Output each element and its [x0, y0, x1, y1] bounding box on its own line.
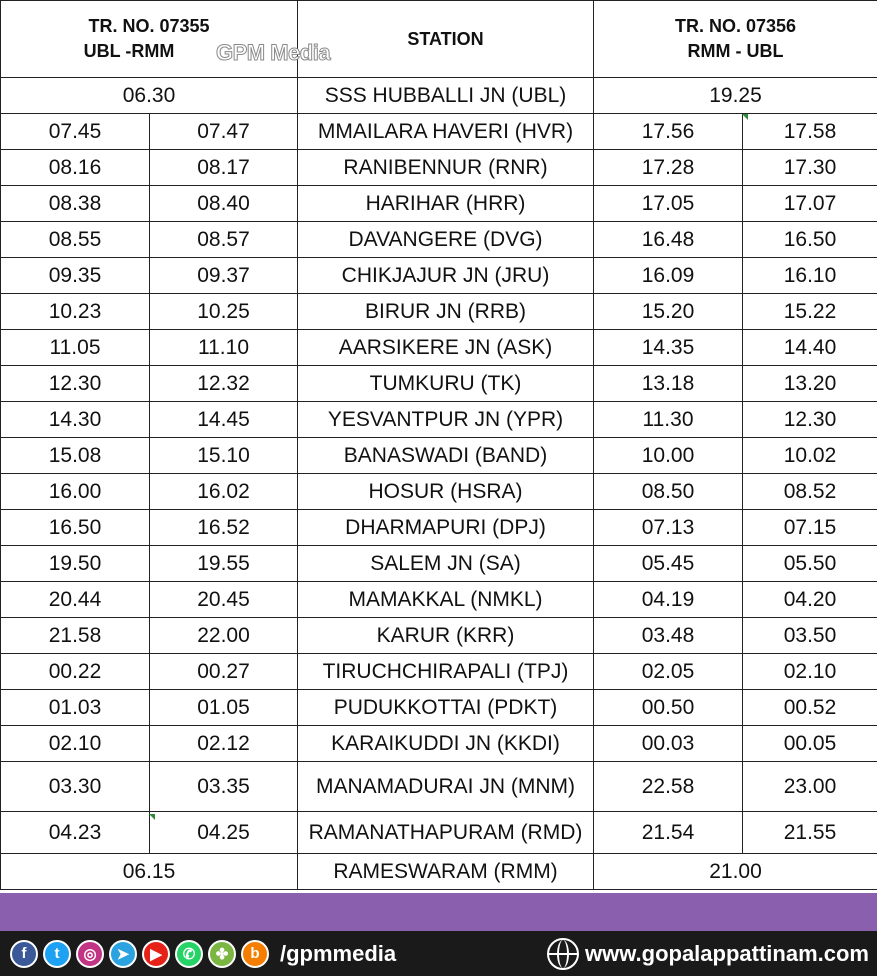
return-departure-time: 02.10 — [743, 654, 877, 690]
return-departure-time: 03.50 — [743, 618, 877, 654]
departure-time: 08.17 — [150, 150, 298, 186]
return-departure-time: 17.07 — [743, 186, 877, 222]
arrival-time: 10.23 — [1, 294, 150, 330]
return-arrival-time: 08.50 — [594, 474, 743, 510]
departure-time: 19.55 — [150, 546, 298, 582]
departure-time: 00.27 — [150, 654, 298, 690]
station-name: TIRUCHCHIRAPALI (TPJ) — [298, 654, 594, 690]
table-row — [1, 546, 877, 582]
return-departure-time: 23.00 — [743, 762, 877, 812]
return-train-number: TR. NO. 07356 — [674, 16, 797, 36]
arrival-time: 01.03 — [1, 690, 150, 726]
terminus-arrival: 06.15 — [1, 854, 298, 890]
station-name: DAVANGERE (DVG) — [298, 222, 594, 258]
arrival-time: 09.35 — [1, 258, 150, 294]
return-arrival-time: 15.20 — [594, 294, 743, 330]
origin-row — [1, 78, 877, 114]
arrival-time: 08.38 — [1, 186, 150, 222]
return-arrival-time: 10.00 — [594, 438, 743, 474]
departure-time: 01.05 — [150, 690, 298, 726]
table-row — [1, 582, 877, 618]
table-row — [1, 654, 877, 690]
station-name: MMAILARA HAVERI (HVR) — [298, 114, 594, 150]
return-departure-time: 04.20 — [743, 582, 877, 618]
station-name: KARUR (KRR) — [298, 618, 594, 654]
social-handle[interactable]: /gpmmedia — [280, 940, 397, 966]
arrival-time: 12.30 — [1, 366, 150, 402]
return-arrival-time: 04.19 — [594, 582, 743, 618]
arrival-time: 02.10 — [1, 726, 150, 762]
table-row — [1, 438, 877, 474]
table-row — [1, 294, 877, 330]
website-url[interactable]: www.gopalappattinam.com — [585, 940, 869, 966]
return-departure-time: 13.20 — [743, 366, 877, 402]
station-name: RAMANATHAPURAM (RMD) — [298, 812, 594, 854]
station-name: AARSIKERE JN (ASK) — [298, 330, 594, 366]
table-row — [1, 618, 877, 654]
departure-time: 12.32 — [150, 366, 298, 402]
return-departure-time: 17.30 — [743, 150, 877, 186]
return-header — [594, 1, 877, 78]
pinwheel-icon[interactable]: ✤ — [208, 940, 236, 968]
return-arrival-time: 03.48 — [594, 618, 743, 654]
outbound-route: UBL -RMM — [83, 41, 175, 61]
departure-time: 08.40 — [150, 186, 298, 222]
station-name: HOSUR (HSRA) — [298, 474, 594, 510]
station-name: CHIKJAJUR JN (JRU) — [298, 258, 594, 294]
return-departure-time: 16.50 — [743, 222, 877, 258]
terminus-departure: 21.00 — [594, 854, 877, 890]
arrival-time: 20.44 — [1, 582, 150, 618]
table-row — [1, 762, 877, 812]
return-departure-time: 17.58 — [743, 114, 877, 150]
return-departure-time: 08.52 — [743, 474, 877, 510]
station-name: DHARMAPURI (DPJ) — [298, 510, 594, 546]
table-row — [1, 258, 877, 294]
station-header: STATION — [298, 1, 594, 78]
return-route: RMM - UBL — [687, 41, 784, 61]
terminus-station: RAMESWARAM (RMM) — [298, 854, 594, 890]
arrival-time: 07.45 — [1, 114, 150, 150]
table-row — [1, 510, 877, 546]
return-arrival-time: 16.09 — [594, 258, 743, 294]
arrival-time: 15.08 — [1, 438, 150, 474]
return-arrival-time: 17.28 — [594, 150, 743, 186]
return-departure-time: 16.10 — [743, 258, 877, 294]
departure-time: 16.02 — [150, 474, 298, 510]
station-name: BANASWADI (BAND) — [298, 438, 594, 474]
departure-time: 15.10 — [150, 438, 298, 474]
table-row — [1, 150, 877, 186]
instagram-icon[interactable]: ◎ — [76, 940, 104, 968]
departure-time: 20.45 — [150, 582, 298, 618]
station-name: YESVANTPUR JN (YPR) — [298, 402, 594, 438]
youtube-icon[interactable]: ▶ — [142, 940, 170, 968]
header-row — [1, 1, 877, 78]
departure-time: 14.45 — [150, 402, 298, 438]
station-name: PUDUKKOTTAI (PDKT) — [298, 690, 594, 726]
departure-time: 04.25 — [150, 812, 298, 854]
return-arrival-time: 00.03 — [594, 726, 743, 762]
table-row — [1, 690, 877, 726]
blogger-icon[interactable]: b — [241, 940, 269, 968]
table-row — [1, 402, 877, 438]
return-departure-time: 12.30 — [743, 402, 877, 438]
globe-icon — [547, 938, 579, 970]
return-arrival-time: 14.35 — [594, 330, 743, 366]
station-name: MANAMADURAI JN (MNM) — [298, 762, 594, 812]
table-row — [1, 726, 877, 762]
origin-station: SSS HUBBALLI JN (UBL) — [298, 78, 594, 114]
station-name: KARAIKUDDI JN (KKDI) — [298, 726, 594, 762]
station-name: SALEM JN (SA) — [298, 546, 594, 582]
origin-arrival: 19.25 — [594, 78, 877, 114]
origin-departure: 06.30 — [1, 78, 298, 114]
table-row — [1, 366, 877, 402]
return-departure-time: 10.02 — [743, 438, 877, 474]
station-name: HARIHAR (HRR) — [298, 186, 594, 222]
arrival-time: 19.50 — [1, 546, 150, 582]
station-name: TUMKURU (TK) — [298, 366, 594, 402]
return-arrival-time: 22.58 — [594, 762, 743, 812]
return-arrival-time: 00.50 — [594, 690, 743, 726]
return-arrival-time: 17.56 — [594, 114, 743, 150]
facebook-icon[interactable]: f — [10, 940, 38, 968]
arrival-time: 11.05 — [1, 330, 150, 366]
arrival-time: 16.00 — [1, 474, 150, 510]
return-arrival-time: 11.30 — [594, 402, 743, 438]
telegram-icon[interactable]: ➤ — [109, 940, 137, 968]
return-departure-time: 14.40 — [743, 330, 877, 366]
return-arrival-time: 02.05 — [594, 654, 743, 690]
return-departure-time: 00.05 — [743, 726, 877, 762]
twitter-icon[interactable]: t — [43, 940, 71, 968]
arrival-time: 14.30 — [1, 402, 150, 438]
arrival-time: 04.23 — [1, 812, 150, 854]
departure-time: 03.35 — [150, 762, 298, 812]
arrival-time: 21.58 — [1, 618, 150, 654]
footer-bar — [0, 931, 877, 976]
return-arrival-time: 17.05 — [594, 186, 743, 222]
return-arrival-time: 16.48 — [594, 222, 743, 258]
return-departure-time: 05.50 — [743, 546, 877, 582]
departure-time: 08.57 — [150, 222, 298, 258]
outbound-train-number: TR. NO. 07355 — [88, 16, 210, 36]
arrival-time: 08.16 — [1, 150, 150, 186]
departure-time: 02.12 — [150, 726, 298, 762]
station-name: MAMAKKAL (NMKL) — [298, 582, 594, 618]
table-row — [1, 330, 877, 366]
departure-time: 10.25 — [150, 294, 298, 330]
return-departure-time: 00.52 — [743, 690, 877, 726]
return-departure-time: 21.55 — [743, 812, 877, 854]
green-corner-mark — [742, 114, 748, 120]
purple-band — [0, 893, 877, 931]
departure-time: 07.47 — [150, 114, 298, 150]
green-corner-mark — [149, 814, 155, 820]
terminus-row — [1, 854, 877, 890]
departure-time: 09.37 — [150, 258, 298, 294]
station-name: RANIBENNUR (RNR) — [298, 150, 594, 186]
return-arrival-time: 21.54 — [594, 812, 743, 854]
return-departure-time: 15.22 — [743, 294, 877, 330]
return-arrival-time: 07.13 — [594, 510, 743, 546]
arrival-time: 16.50 — [1, 510, 150, 546]
arrival-time: 08.55 — [1, 222, 150, 258]
watermark: GPM Media — [216, 40, 331, 65]
return-arrival-time: 05.45 — [594, 546, 743, 582]
arrival-time: 00.22 — [1, 654, 150, 690]
social-icons — [10, 940, 274, 968]
arrival-time: 03.30 — [1, 762, 150, 812]
table-row — [1, 812, 877, 854]
departure-time: 22.00 — [150, 618, 298, 654]
table-row — [1, 186, 877, 222]
table-row — [1, 222, 877, 258]
website — [547, 938, 869, 970]
return-departure-time: 07.15 — [743, 510, 877, 546]
departure-time: 16.52 — [150, 510, 298, 546]
departure-time: 11.10 — [150, 330, 298, 366]
table-row — [1, 474, 877, 510]
station-name: BIRUR JN (RRB) — [298, 294, 594, 330]
return-arrival-time: 13.18 — [594, 366, 743, 402]
whatsapp-icon[interactable]: ✆ — [175, 940, 203, 968]
